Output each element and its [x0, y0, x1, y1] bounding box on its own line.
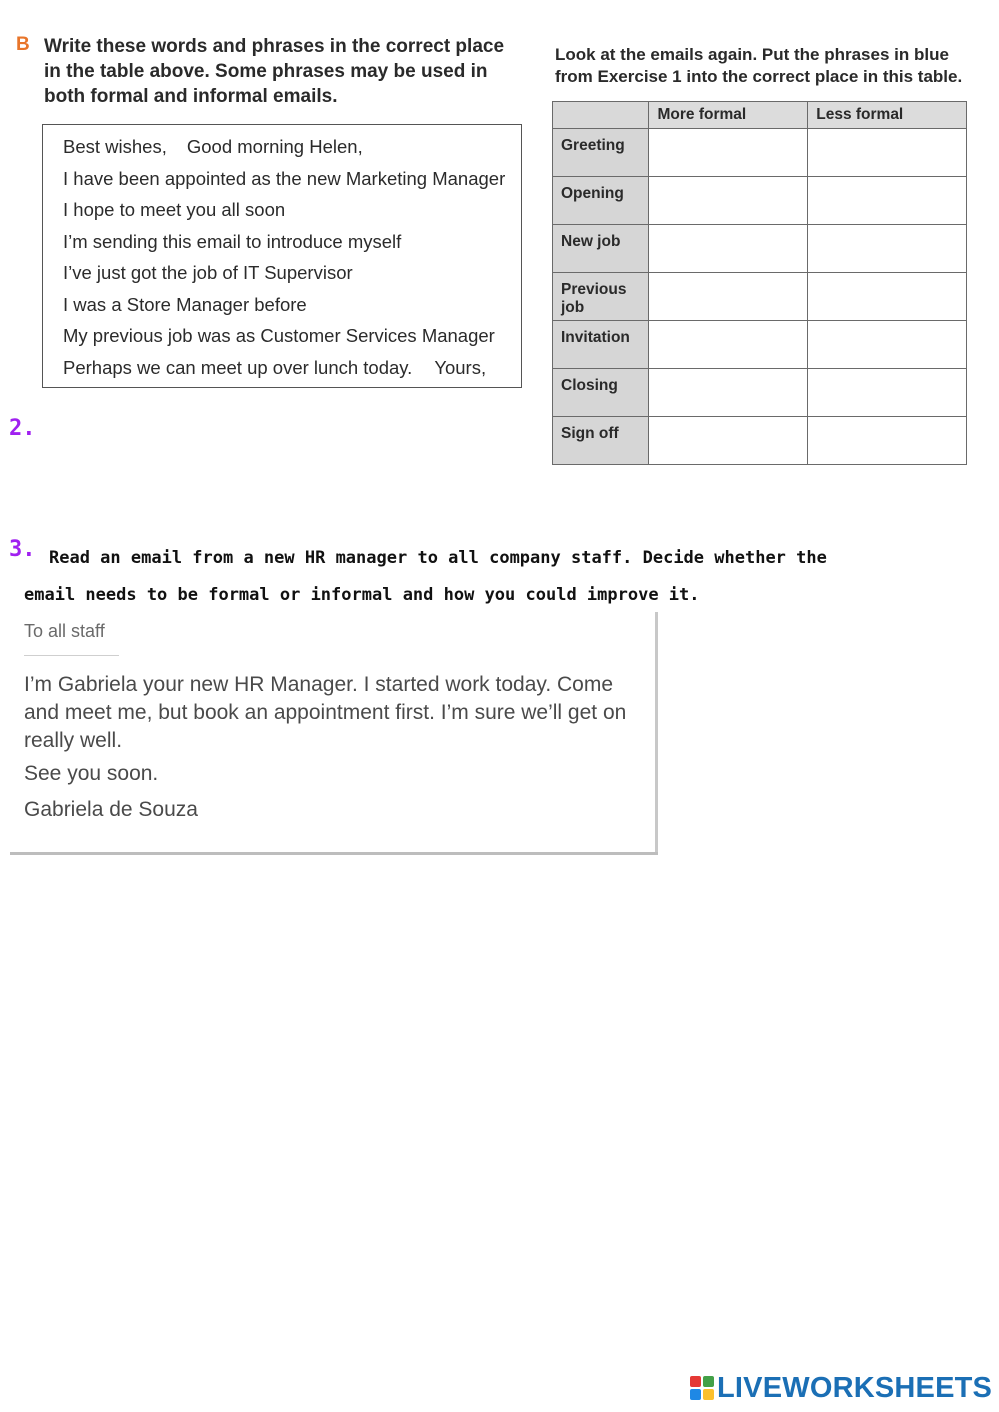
email-sender-name: Gabriela de Souza [24, 798, 198, 821]
liveworksheets-icon [690, 1376, 714, 1400]
table-corner-cell [553, 102, 649, 129]
question-3-line-1: Read an email from a new HR manager to all company staff. Decide whether the [49, 548, 827, 568]
table-row [553, 129, 967, 177]
phrase-line [63, 352, 521, 384]
formality-table [552, 101, 967, 465]
phrase-store-manager: I was a Store Manager before [63, 293, 307, 315]
logo-square-yellow [703, 1389, 714, 1400]
logo-square-red [690, 1376, 701, 1387]
row-label-new-job: New job [553, 225, 649, 273]
phrase-good-morning: Good morning Helen, [186, 136, 363, 157]
row-label-invitation: Invitation [553, 321, 649, 369]
question-3-text [24, 540, 949, 614]
answer-cell-invitation-informal[interactable] [808, 321, 967, 369]
answer-cell-opening-formal[interactable] [649, 177, 808, 225]
email-border-bottom [10, 852, 658, 855]
row-label-opening: Opening [553, 177, 649, 225]
phrase-box [42, 124, 522, 388]
row-label-previous-job: Previous job [553, 273, 649, 321]
phrase-yours: Yours, [434, 356, 487, 378]
phrase-appointed: I have been appointed as the new Marketing Manager [63, 167, 506, 189]
email-divider [24, 655, 119, 656]
phrase-hope-to-meet: I hope to meet you all soon [63, 199, 286, 220]
table-row [553, 273, 967, 321]
answer-cell-closing-informal[interactable] [808, 369, 967, 417]
answer-cell-new-job-informal[interactable] [808, 225, 967, 273]
table-row [553, 369, 967, 417]
table-row [553, 225, 967, 273]
email-border-right [655, 612, 658, 855]
section-b-instruction: Write these words and phrases in the correct place in the table above. Some phrases may be used in both formal and informal emails. [44, 36, 505, 107]
column-less-formal: Less formal [808, 102, 967, 129]
liveworksheets-logo [690, 1373, 992, 1403]
row-label-greeting: Greeting [553, 129, 649, 177]
section-b-letter: B [16, 34, 30, 55]
answer-cell-closing-formal[interactable] [649, 369, 808, 417]
answer-cell-new-job-formal[interactable] [649, 225, 808, 273]
email-body: I’m Gabriela your new HR Manager. I started work today. Come and meet me, but book an appointment first. I’m sure we’ll get on really well. [24, 673, 627, 752]
liveworksheets-wordmark: LIVEWORKSHEETS [717, 1371, 993, 1404]
row-label-closing: Closing [553, 369, 649, 417]
table-instruction: Look at the emails again. Put the phrases in blue from Exercise 1 into the correct place in this table. [555, 45, 963, 86]
email-signoff: See you soon. [24, 762, 159, 785]
row-label-sign-off: Sign off [553, 417, 649, 465]
answer-cell-sign-off-formal[interactable] [649, 417, 808, 465]
answer-cell-sign-off-informal[interactable] [808, 417, 967, 465]
phrase-previous-job: My previous job was as Customer Services Manager [63, 325, 495, 346]
answer-cell-opening-informal[interactable] [808, 177, 967, 225]
answer-cell-invitation-formal[interactable] [649, 321, 808, 369]
email-recipient: To all staff [24, 621, 105, 641]
question-2-number: 2. [9, 416, 36, 441]
table-row [553, 177, 967, 225]
answer-cell-previous-job-informal[interactable] [808, 273, 967, 321]
phrase-best-wishes: Best wishes, [63, 136, 167, 157]
logo-square-green [703, 1376, 714, 1387]
table-header-row [553, 102, 967, 129]
column-more-formal: More formal [649, 102, 808, 129]
answer-cell-greeting-informal[interactable] [808, 129, 967, 177]
table-row [553, 417, 967, 465]
phrase-line [63, 131, 521, 163]
question-3-line-2: email needs to be formal or informal and how you could improve it. [24, 585, 700, 605]
table-row [553, 321, 967, 369]
phrase-it-supervisor: I’ve just got the job of IT Supervisor [63, 262, 353, 283]
logo-square-blue [690, 1389, 701, 1400]
answer-cell-previous-job-formal[interactable] [649, 273, 808, 321]
answer-cell-greeting-formal[interactable] [649, 129, 808, 177]
question-3-number: 3. [9, 537, 36, 562]
phrase-introduce: I’m sending this email to introduce myself [63, 230, 402, 252]
phrase-lunch: Perhaps we can meet up over lunch today. [63, 356, 413, 378]
